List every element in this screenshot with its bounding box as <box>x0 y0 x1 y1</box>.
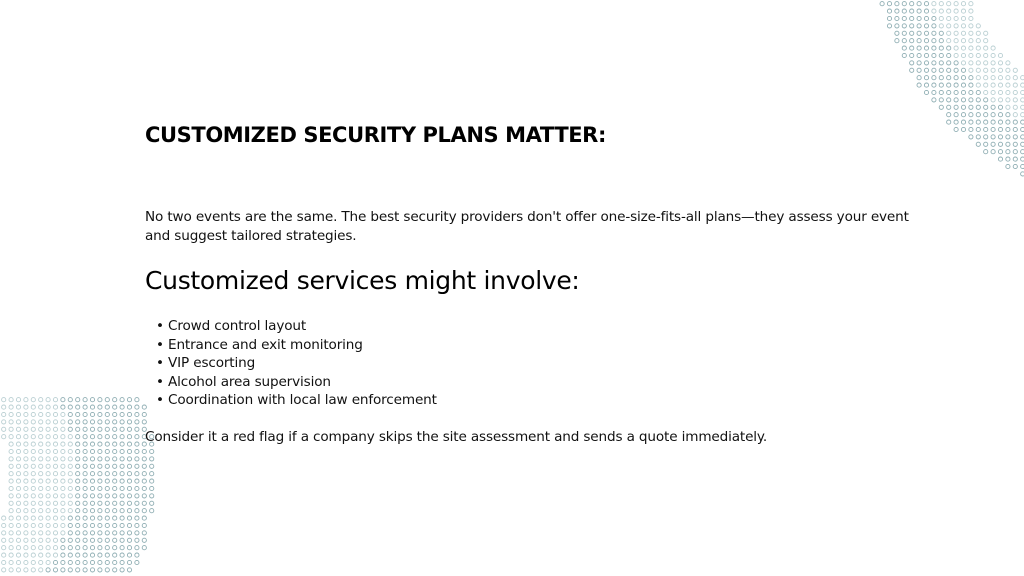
slide-content <box>145 118 915 445</box>
list-item: • Crowd control layout <box>145 317 437 336</box>
list-item: • VIP escorting <box>145 354 437 373</box>
closing-paragraph: Consider it a red flag if a company skips the site assessment and sends a quote immediately. <box>145 429 768 445</box>
list-item: • Alcohol area supervision <box>145 373 437 392</box>
dot-pattern-top-right <box>834 0 1024 200</box>
dot-pattern-bottom-left <box>0 396 160 576</box>
services-subheading: Customized services might involve: <box>145 266 580 295</box>
slide-title: CUSTOMIZED SECURITY PLANS MATTER: <box>145 123 606 147</box>
services-list <box>145 317 437 410</box>
list-item: • Coordination with local law enforcement <box>145 391 437 410</box>
intro-paragraph: No two events are the same. The best security providers don't offer one-size-fits-all plans—they assess your event and suggest tailored strategies. <box>145 209 909 244</box>
list-item: • Entrance and exit monitoring <box>145 336 437 355</box>
